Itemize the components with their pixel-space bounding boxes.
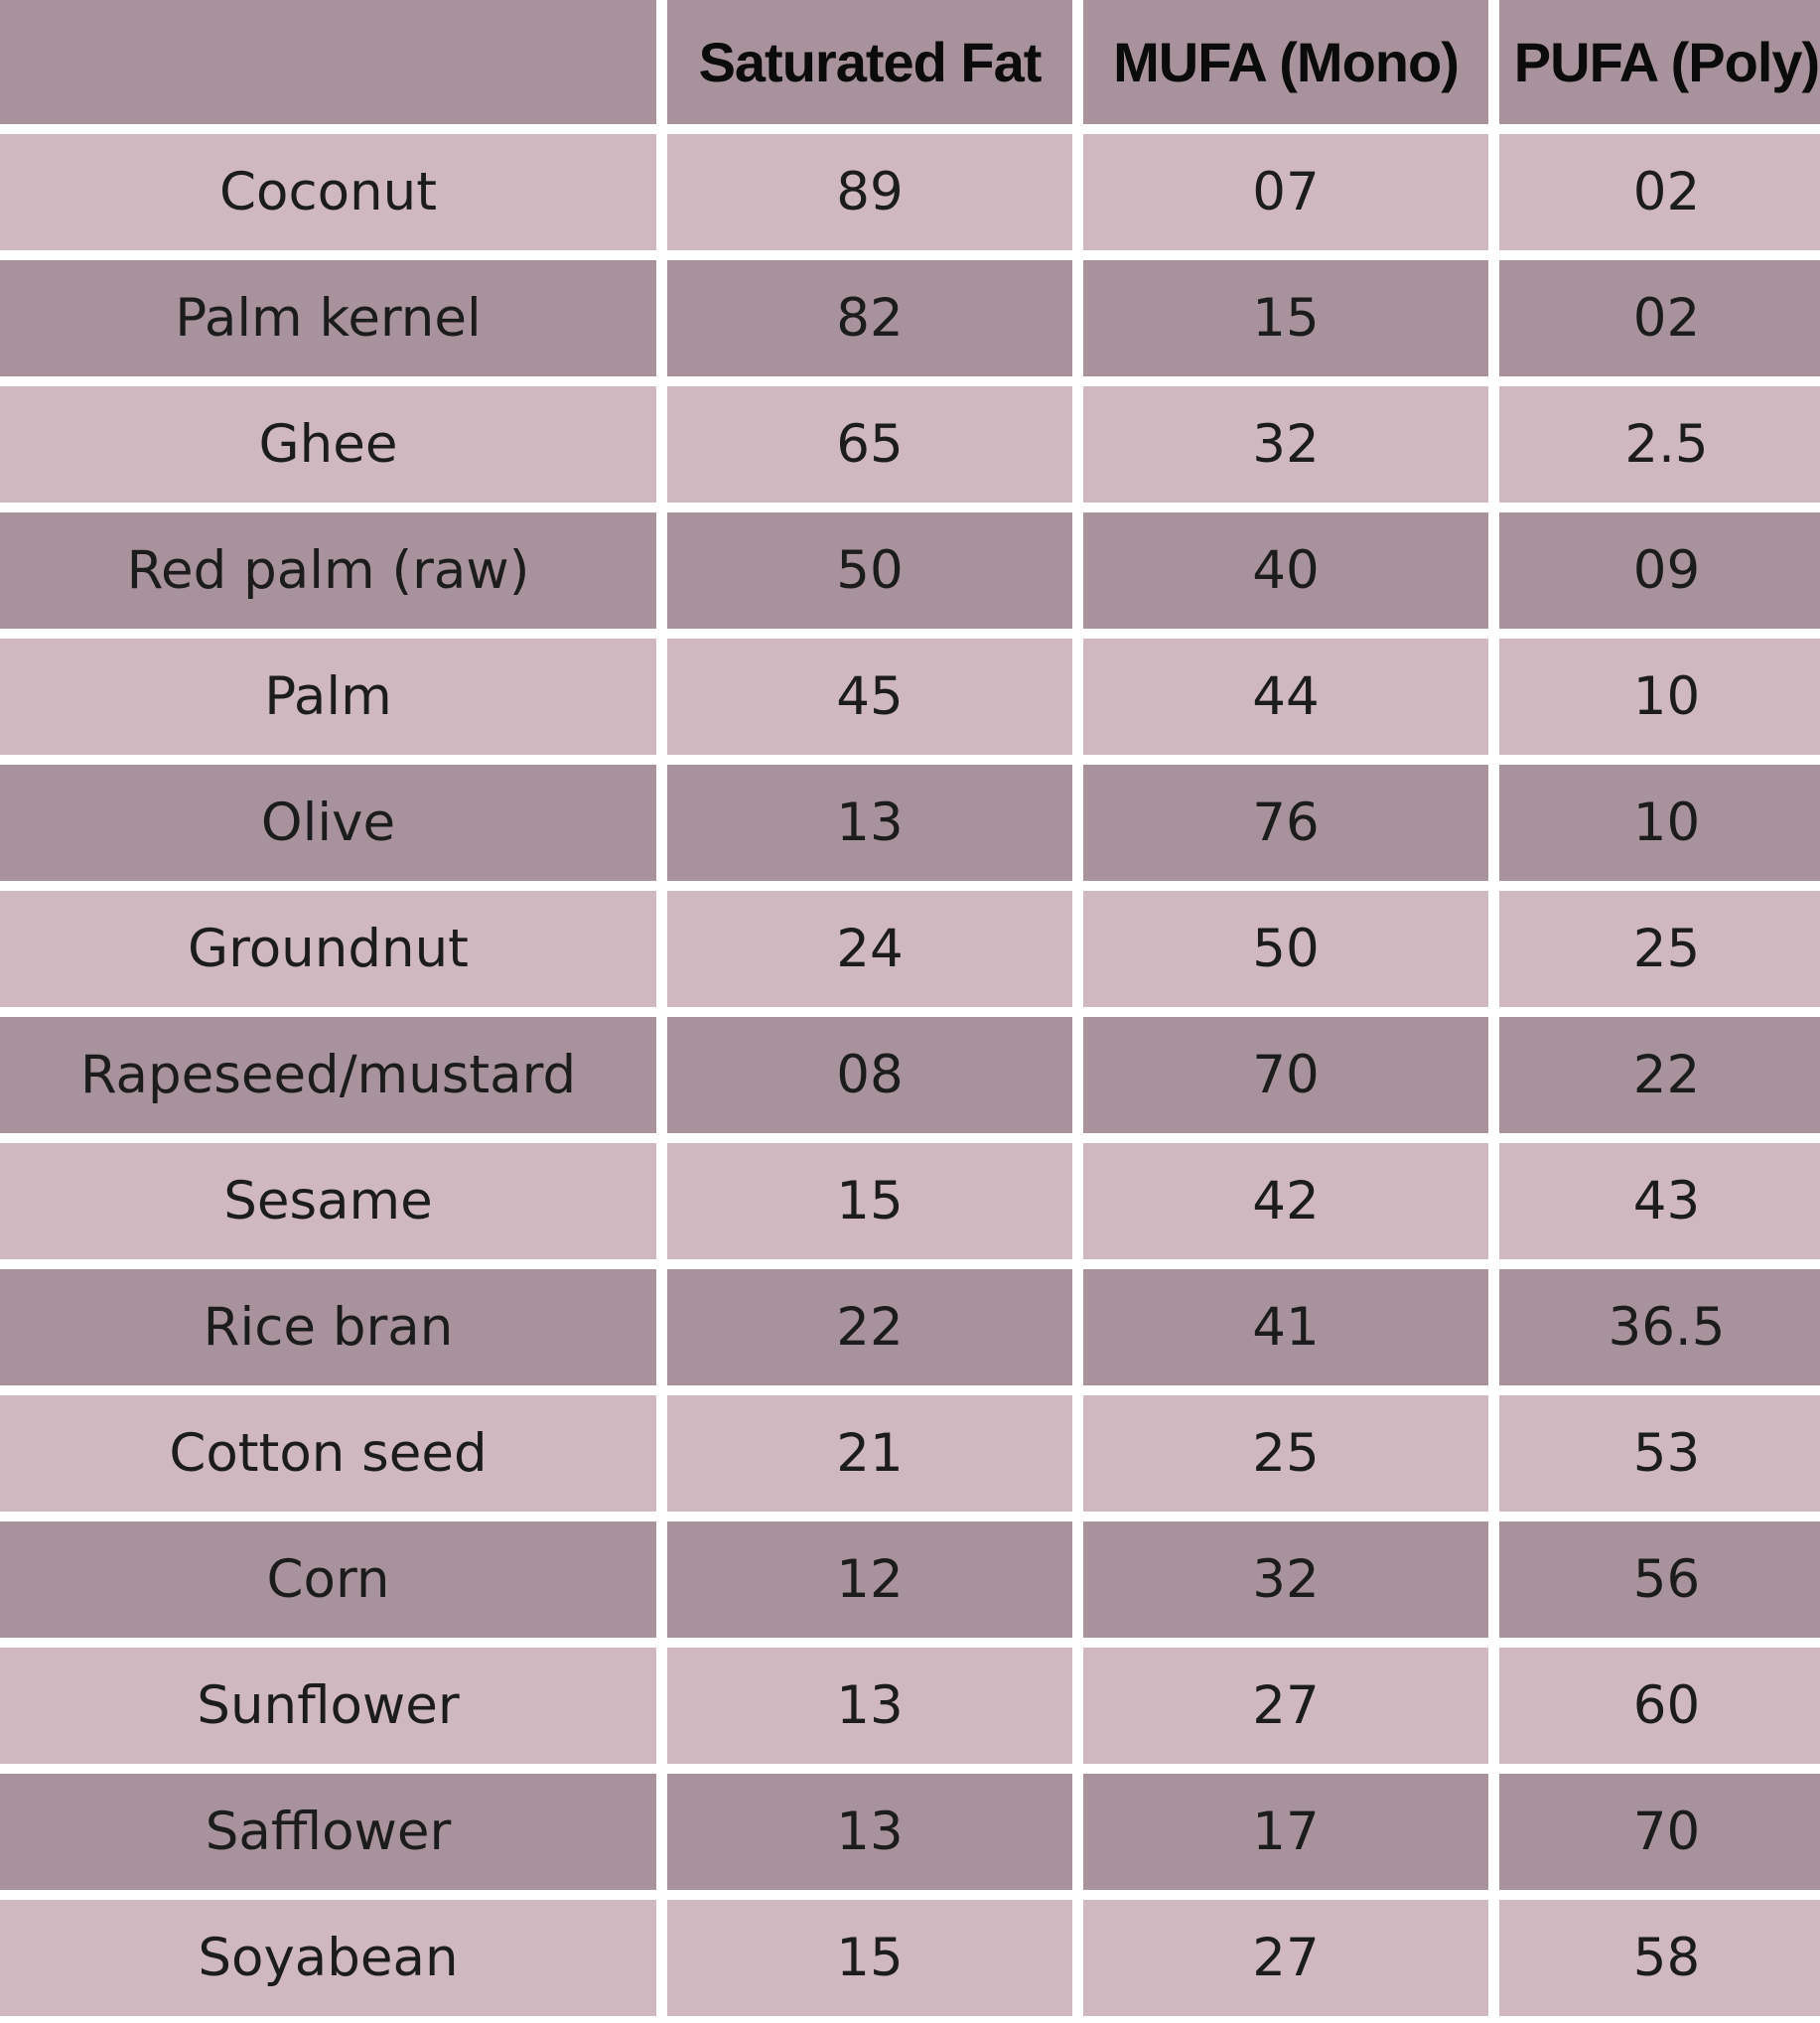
table-cell-pufa: 10 xyxy=(1499,765,1820,881)
table-cell-mufa: 41 xyxy=(1083,1269,1488,1385)
table-cell-pufa: 09 xyxy=(1499,512,1820,629)
table-cell-pufa: 25 xyxy=(1499,891,1820,1007)
table-cell-saturated-fat: 24 xyxy=(667,891,1072,1007)
table-cell-saturated-fat: 13 xyxy=(667,765,1072,881)
table-cell-mufa: 44 xyxy=(1083,639,1488,755)
table-cell-mufa: 32 xyxy=(1083,386,1488,503)
table-cell-saturated-fat: 50 xyxy=(667,512,1072,629)
table-cell-pufa: 02 xyxy=(1499,134,1820,250)
table-cell-oil-name: Palm xyxy=(0,639,656,755)
table-cell-saturated-fat: 22 xyxy=(667,1269,1072,1385)
table-cell-oil-name: Rapeseed/mustard xyxy=(0,1017,656,1133)
table-cell-oil-name: Corn xyxy=(0,1521,656,1638)
table-cell-saturated-fat: 65 xyxy=(667,386,1072,503)
table-cell-saturated-fat: 08 xyxy=(667,1017,1072,1133)
table-cell-oil-name: Groundnut xyxy=(0,891,656,1007)
table-cell-oil-name: Soyabean xyxy=(0,1900,656,2016)
table-cell-mufa: 50 xyxy=(1083,891,1488,1007)
table-cell-saturated-fat: 13 xyxy=(667,1774,1072,1890)
header-cell-pufa: PUFA (Poly) xyxy=(1499,0,1820,124)
table-cell-mufa: 32 xyxy=(1083,1521,1488,1638)
table-cell-mufa: 27 xyxy=(1083,1900,1488,2016)
table-cell-oil-name: Red palm (raw) xyxy=(0,512,656,629)
table-cell-mufa: 70 xyxy=(1083,1017,1488,1133)
table-cell-oil-name: Ghee xyxy=(0,386,656,503)
table-cell-pufa: 36.5 xyxy=(1499,1269,1820,1385)
table-cell-pufa: 70 xyxy=(1499,1774,1820,1890)
table-cell-oil-name: Sunflower xyxy=(0,1648,656,1764)
table-cell-pufa: 60 xyxy=(1499,1648,1820,1764)
table-cell-mufa: 42 xyxy=(1083,1143,1488,1259)
table-cell-oil-name: Safflower xyxy=(0,1774,656,1890)
table-cell-pufa: 58 xyxy=(1499,1900,1820,2016)
table-cell-mufa: 15 xyxy=(1083,260,1488,376)
table-cell-oil-name: Olive xyxy=(0,765,656,881)
table-cell-mufa: 40 xyxy=(1083,512,1488,629)
table-cell-oil-name: Palm kernel xyxy=(0,260,656,376)
table-cell-oil-name: Cotton seed xyxy=(0,1395,656,1512)
table-cell-saturated-fat: 12 xyxy=(667,1521,1072,1638)
table-cell-saturated-fat: 15 xyxy=(667,1143,1072,1259)
header-cell-saturated-fat: Saturated Fat xyxy=(667,0,1072,124)
table-cell-oil-name: Rice bran xyxy=(0,1269,656,1385)
table-cell-saturated-fat: 15 xyxy=(667,1900,1072,2016)
table-cell-mufa: 76 xyxy=(1083,765,1488,881)
table-cell-saturated-fat: 21 xyxy=(667,1395,1072,1512)
header-cell-oil-name xyxy=(0,0,656,124)
table-cell-pufa: 22 xyxy=(1499,1017,1820,1133)
table-cell-mufa: 25 xyxy=(1083,1395,1488,1512)
table-cell-oil-name: Sesame xyxy=(0,1143,656,1259)
table-cell-pufa: 53 xyxy=(1499,1395,1820,1512)
table-cell-mufa: 17 xyxy=(1083,1774,1488,1890)
table-cell-pufa: 10 xyxy=(1499,639,1820,755)
table-cell-saturated-fat: 45 xyxy=(667,639,1072,755)
table-cell-pufa: 56 xyxy=(1499,1521,1820,1638)
table-cell-mufa: 07 xyxy=(1083,134,1488,250)
header-cell-mufa: MUFA (Mono) xyxy=(1083,0,1488,124)
table-cell-pufa: 43 xyxy=(1499,1143,1820,1259)
table-cell-saturated-fat: 82 xyxy=(667,260,1072,376)
table-cell-mufa: 27 xyxy=(1083,1648,1488,1764)
table-cell-pufa: 02 xyxy=(1499,260,1820,376)
table-cell-oil-name: Coconut xyxy=(0,134,656,250)
table-cell-pufa: 2.5 xyxy=(1499,386,1820,503)
table-cell-saturated-fat: 89 xyxy=(667,134,1072,250)
table-cell-saturated-fat: 13 xyxy=(667,1648,1072,1764)
